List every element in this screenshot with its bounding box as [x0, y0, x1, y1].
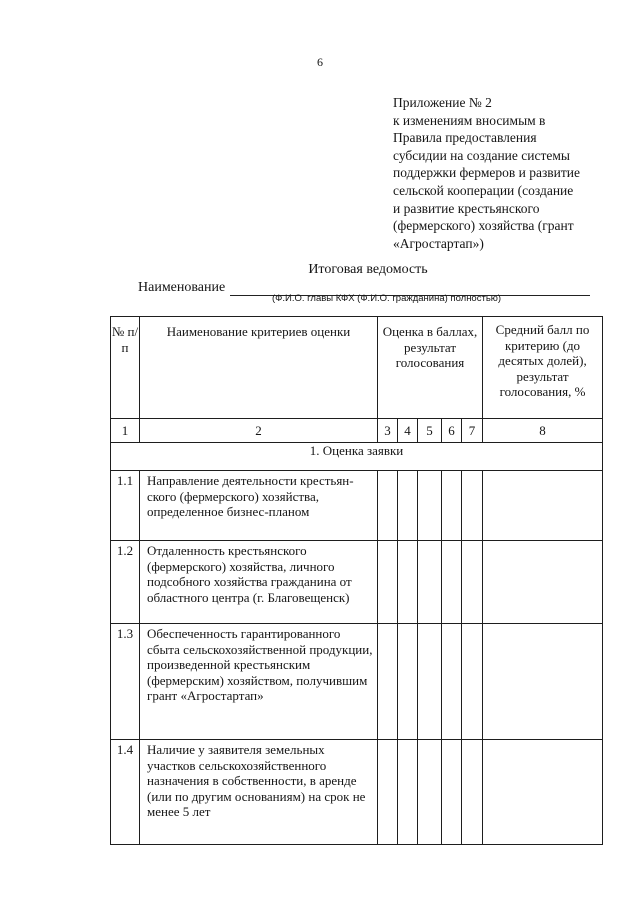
score-cell[interactable] — [442, 624, 462, 740]
score-cell[interactable] — [398, 740, 418, 845]
appendix-line: поддержки фермеров и развитие — [393, 165, 581, 181]
score-cell[interactable] — [462, 624, 483, 740]
row-number: 1.1 — [111, 471, 140, 541]
row-criterion: Отдаленность крестьянского (фермерского) хозяйства, личного подсобного хозяйства гражданина от областного центра (г. Благовещенск) — [140, 541, 378, 624]
score-cell[interactable] — [462, 740, 483, 845]
appendix-header — [393, 94, 623, 252]
score-cell[interactable] — [398, 624, 418, 740]
score-cell[interactable] — [418, 740, 442, 845]
score-cell[interactable] — [378, 740, 398, 845]
appendix-line: к изменениям вносимым в — [393, 112, 546, 128]
column-number-row — [111, 419, 603, 443]
appendix-line: (фермерского) хозяйства (грант — [393, 218, 574, 234]
row-number: 1.4 — [111, 740, 140, 845]
column-number: 2 — [140, 419, 378, 443]
header-num: № п/п — [111, 317, 140, 419]
section-row — [111, 443, 603, 471]
column-number: 5 — [418, 419, 442, 443]
row-criterion: Обеспеченность гарантированного сбыта сельскохозяйственной продукции, произведенной крестьянским (фермерским) хозяйством, получившим грант «Агростартап» — [140, 624, 378, 740]
header-row — [111, 317, 603, 419]
header-average: Средний балл по критерию (до десятых долей), результат голосования, % — [483, 317, 603, 419]
score-cell[interactable] — [378, 541, 398, 624]
criteria-table — [110, 316, 603, 845]
table-row — [111, 471, 603, 541]
score-cell[interactable] — [418, 471, 442, 541]
column-number: 8 — [483, 419, 603, 443]
page-number: 6 — [317, 55, 323, 69]
name-label: Наименование — [138, 280, 226, 295]
score-cell[interactable] — [462, 471, 483, 541]
name-hint: (Ф.И.О. главы КФХ (Ф.И.О. гражданина) полностью) — [272, 293, 502, 304]
table-row — [111, 740, 603, 845]
score-cell[interactable] — [442, 471, 462, 541]
row-number: 1.2 — [111, 541, 140, 624]
average-cell[interactable] — [483, 541, 603, 624]
table-row — [111, 541, 603, 624]
column-number: 4 — [398, 419, 418, 443]
column-number: 6 — [442, 419, 462, 443]
average-cell[interactable] — [483, 471, 603, 541]
score-cell[interactable] — [378, 624, 398, 740]
score-cell[interactable] — [442, 740, 462, 845]
average-cell[interactable] — [483, 624, 603, 740]
appendix-line: и развитие крестьянского — [393, 200, 540, 216]
score-cell[interactable] — [418, 624, 442, 740]
appendix-line: «Агростартап») — [393, 235, 484, 251]
appendix-line: сельской кооперации (создание — [393, 182, 574, 198]
row-criterion: Наличие у заявителя земельных участков сельскохозяйственного назначения в собственности, в аренде (или по другим основаниям) на срок не менее 5 лет — [140, 740, 378, 845]
table-row — [111, 624, 603, 740]
section-title: 1. Оценка заявки — [111, 443, 603, 471]
header-criteria: Наименование критериев оценки — [140, 317, 378, 419]
row-criterion: Направление деятельности крестьян-ского (фермерского) хозяйства, определенное бизнес-планом — [140, 471, 378, 541]
header-score: Оценка в баллах, результат голосования — [378, 317, 483, 419]
appendix-line: Правила предоставления — [393, 130, 537, 146]
score-cell[interactable] — [378, 471, 398, 541]
column-number: 1 — [111, 419, 140, 443]
average-cell[interactable] — [483, 740, 603, 845]
score-cell[interactable] — [462, 541, 483, 624]
score-cell[interactable] — [418, 541, 442, 624]
appendix-line: субсидии на создание системы — [393, 147, 570, 163]
document-title: Итоговая ведомость — [308, 262, 428, 277]
score-cell[interactable] — [398, 471, 418, 541]
row-number: 1.3 — [111, 624, 140, 740]
column-number: 3 — [378, 419, 398, 443]
appendix-line: Приложение № 2 — [393, 95, 492, 110]
score-cell[interactable] — [398, 541, 418, 624]
column-number: 7 — [462, 419, 483, 443]
score-cell[interactable] — [442, 541, 462, 624]
